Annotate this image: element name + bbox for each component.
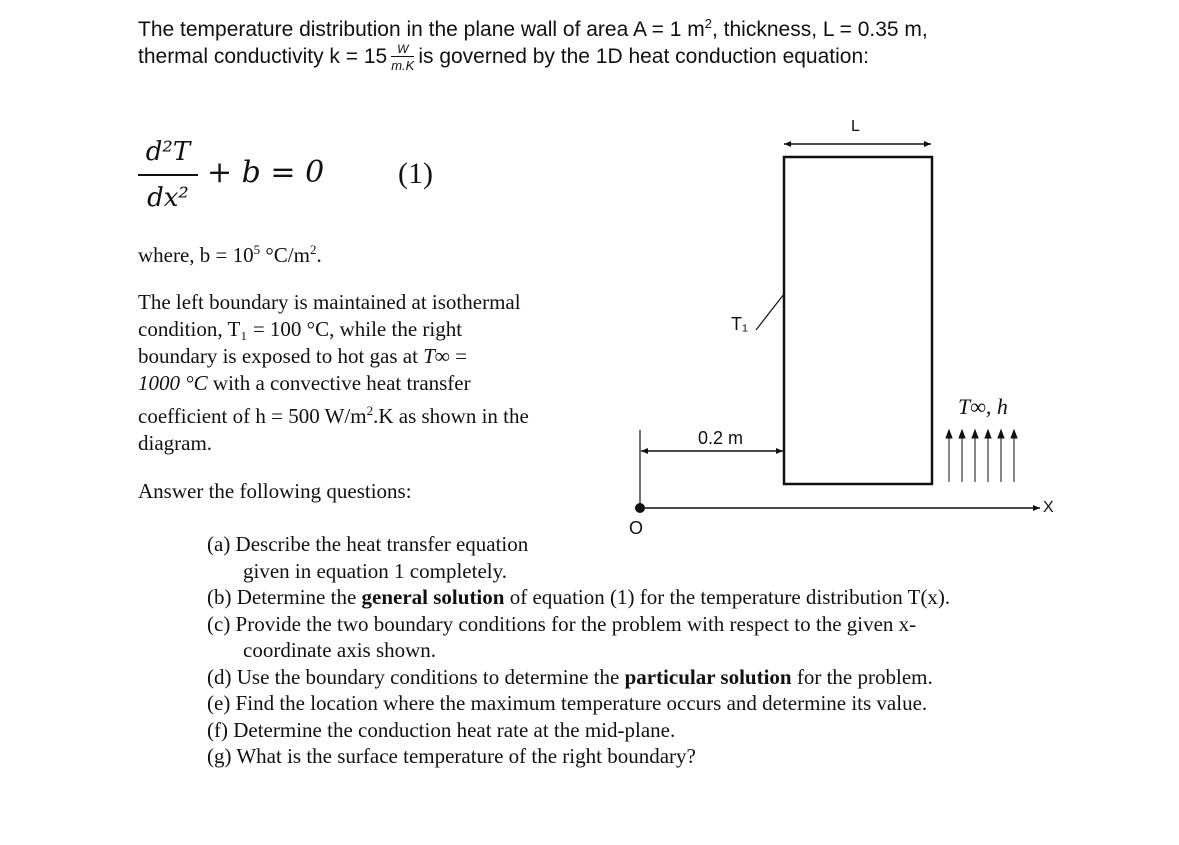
description-line-5-post: .K as shown in the [373, 404, 529, 428]
origin-dot [635, 503, 645, 513]
question-d-post: for the problem. [791, 664, 933, 689]
where-b-statement [138, 236, 322, 269]
question-a-line-2: given in equation 1 completely. [243, 558, 507, 583]
question-d [207, 664, 950, 691]
description-paragraph [138, 289, 529, 457]
intro-area-exponent: 2 [704, 16, 712, 31]
description-line-4-post: with a convective heat transfer [207, 371, 471, 395]
question-e: (e) Find the location where the maximum temperature occurs and determine its value. [207, 691, 928, 715]
question-a [207, 531, 950, 584]
convection-arrow-head [972, 430, 978, 438]
description-line-6: diagram. [138, 431, 213, 455]
question-c [207, 611, 950, 664]
conductivity-unit-fraction [391, 43, 414, 72]
question-a-line-1: (a) Describe the heat transfer equation [207, 532, 529, 556]
question-b-bold: general solution [361, 585, 505, 609]
where-pre: where, b = 10 [138, 243, 254, 267]
description-line-3-post: = [449, 344, 467, 368]
x-axis-label: X [1043, 499, 1054, 516]
equation-denominator: dx² [147, 183, 189, 213]
where-exponent: 5 [253, 242, 261, 257]
t-infinity-symbol: T∞ [423, 344, 450, 368]
equation-fraction-bar [138, 174, 198, 176]
question-c-line-2: coordinate axis shown. [243, 638, 437, 662]
convection-arrow-head [959, 430, 965, 438]
convection-arrow-head [946, 430, 952, 438]
intro-line-2-pre: thermal conductivity k = 15 [138, 45, 388, 68]
equation-rest: + b = 0 [207, 155, 325, 190]
where-unit-exponent: 2 [309, 242, 317, 257]
convection-arrow-head [985, 430, 991, 438]
description-line-5-pre: coefficient of h = 500 W/m [138, 404, 367, 428]
where-end: . [316, 243, 322, 267]
intro-line-1-post: , thickness, L = 0.35 m, [711, 18, 928, 41]
answer-prompt: Answer the following questions: [138, 479, 412, 503]
question-f: (f) Determine the conduction heat rate at the mid-plane. [207, 717, 676, 742]
t1-label: T₁ [731, 314, 749, 334]
gas-temperature-value: 1000 °C [138, 371, 208, 395]
question-list [207, 531, 950, 770]
question-b-pre: (b) Determine the [207, 585, 362, 609]
description-line-2: condition, T₁ = 100 °C, while the right [138, 317, 463, 341]
question-g: (g) What is the surface temperature of the right boundary? [207, 744, 696, 768]
intro-line-2-post: is governed by the 1D heat conduction equation: [418, 45, 869, 68]
thickness-label: L [851, 118, 860, 135]
description-line-5 [138, 397, 529, 430]
equation-numerator: d²T [145, 137, 191, 167]
description-line-3 [138, 343, 529, 370]
where-unit: °C/m [260, 243, 310, 267]
intro-line-2 [138, 41, 869, 73]
origin-label: O [629, 518, 644, 538]
description-line-4 [138, 370, 529, 397]
convection-arrow-head [998, 430, 1004, 438]
description-line-3-pre: boundary is exposed to hot gas at [138, 344, 424, 368]
question-d-bold: particular solution [624, 664, 792, 689]
t-infinity-h-label: T∞, h [958, 394, 1008, 419]
unit-numerator: W [391, 43, 414, 57]
question-b-post: of equation (1) for the temperature distribution T(x). [504, 585, 951, 609]
convection-arrow-head [1011, 430, 1017, 438]
description-line-1: The left boundary is maintained at isothermal [138, 290, 521, 314]
description-line-5-exponent: 2 [366, 403, 374, 418]
question-c-line-1: (c) Provide the two boundary conditions for the problem with respect to the given x- [207, 611, 917, 636]
equation-number: (1) [398, 157, 433, 190]
equation-fraction [138, 134, 198, 216]
t1-leader-line [756, 294, 784, 330]
intro-line-1-pre: The temperature distribution in the plane wall of area A = 1 m [138, 18, 705, 41]
question-d-pre: (d) Use the boundary conditions to determine the [207, 664, 625, 689]
plane-wall [784, 157, 932, 484]
question-b [207, 584, 950, 611]
offset-label: 0.2 m [698, 428, 744, 448]
convection-arrows [946, 430, 1017, 482]
unit-denominator: m.K [391, 57, 415, 73]
